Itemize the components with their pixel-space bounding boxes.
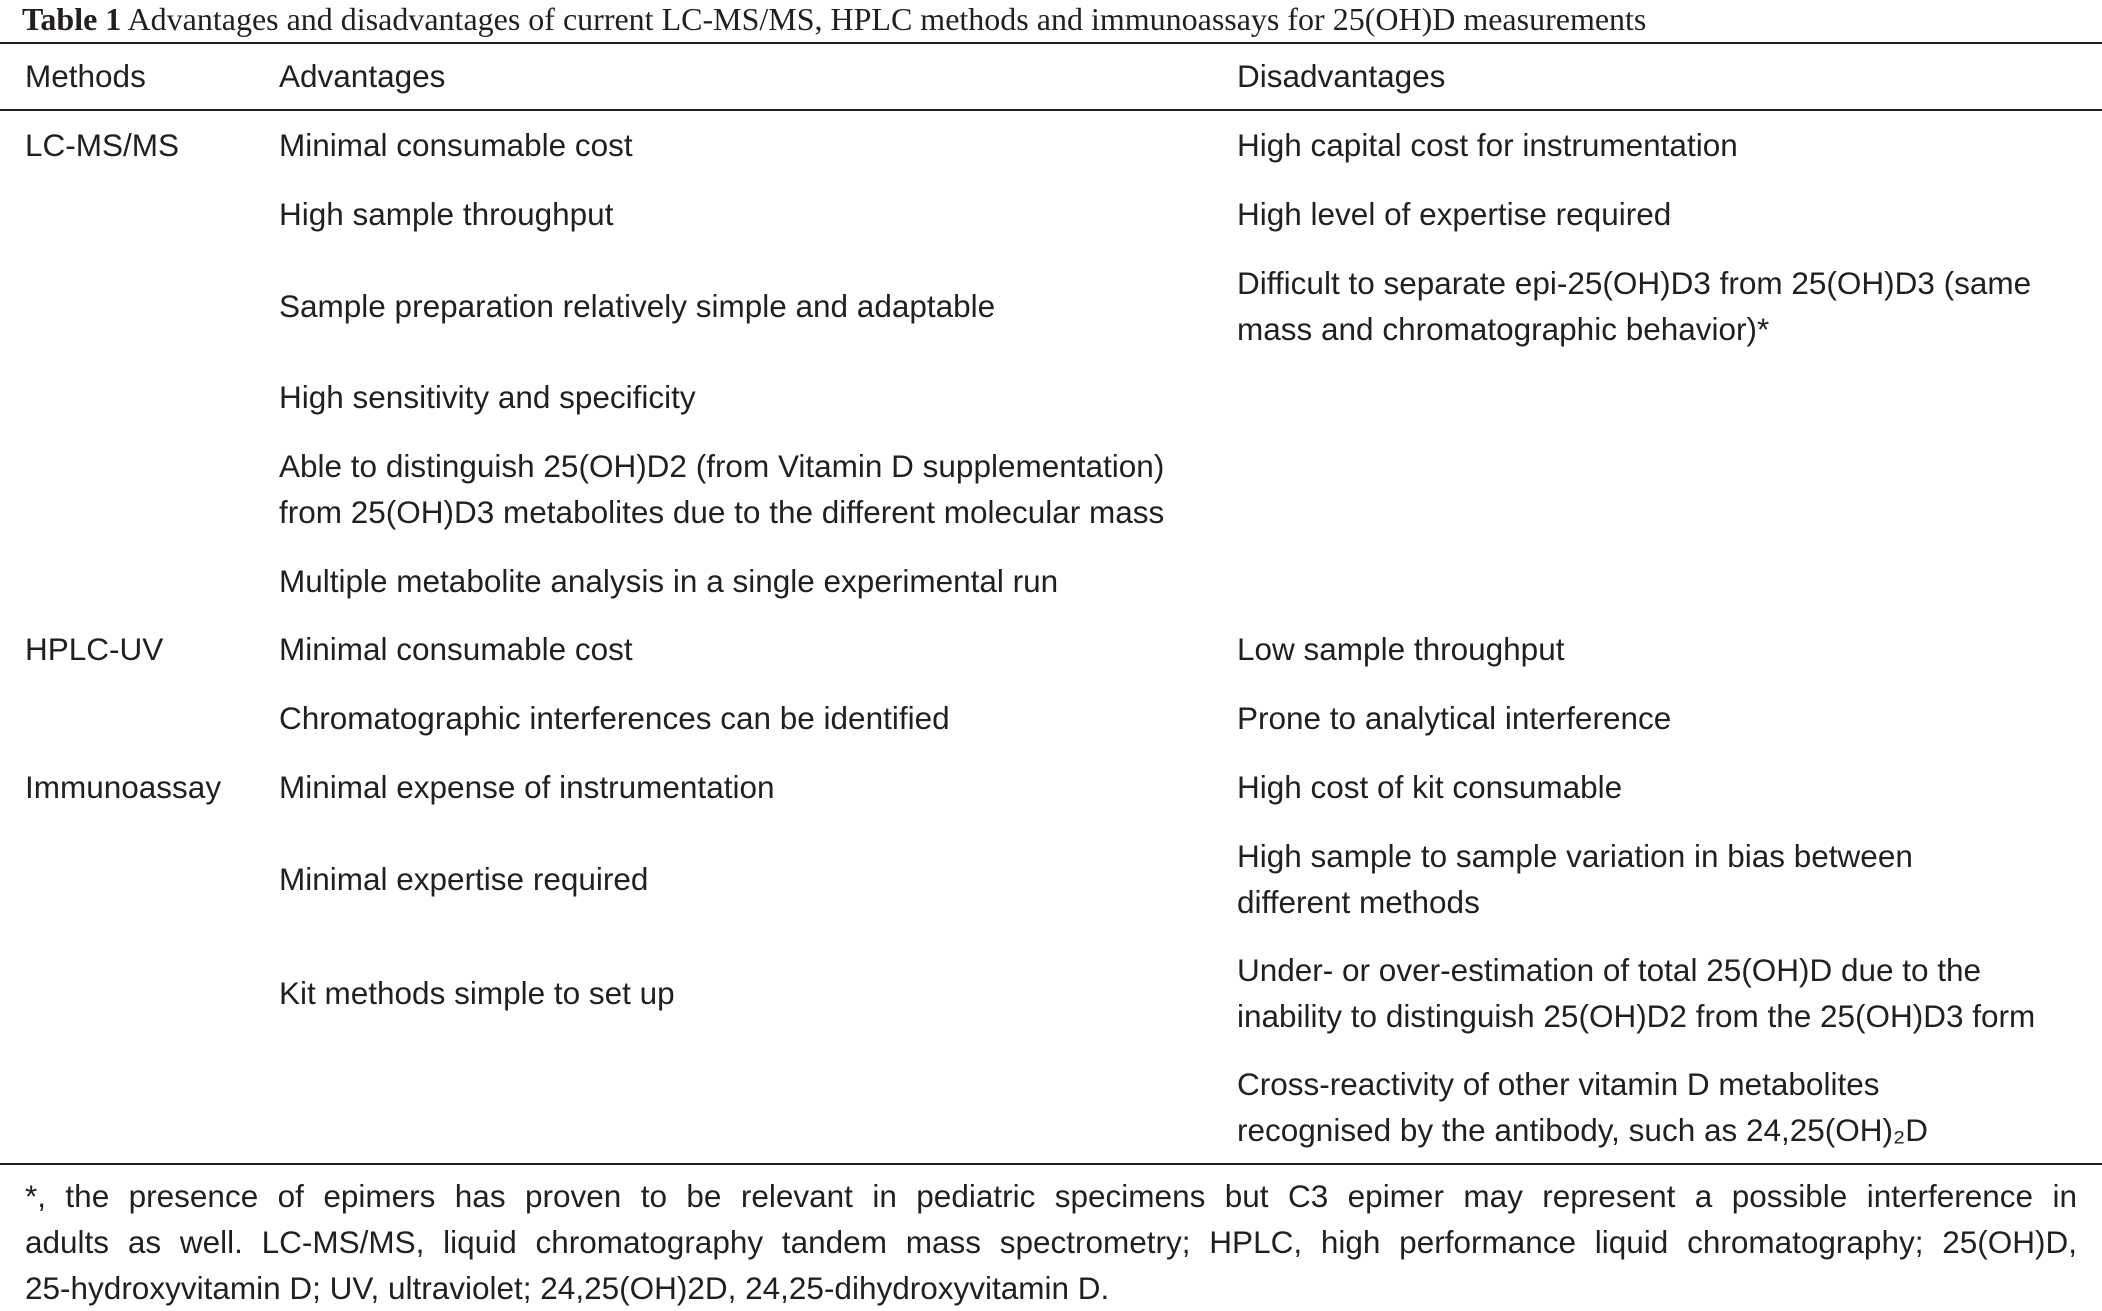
advantage-cell: Minimal consumable cost bbox=[279, 127, 633, 163]
table-caption bbox=[22, 2, 1646, 36]
header-rule bbox=[0, 109, 2102, 111]
disadvantage-cell: Difficult to separate epi-25(OH)D3 from 25(OH)D3 (same bbox=[1237, 265, 2032, 301]
disadvantage-cell: Low sample throughput bbox=[1237, 631, 1565, 667]
advantage-cell: High sample throughput bbox=[279, 196, 614, 232]
advantage-cell: Sample preparation relatively simple and adaptable bbox=[279, 288, 996, 324]
footnote-line: adults as well. LC-MS/MS, liquid chromatography tandem mass spectrometry; HPLC, high performance liquid chromatography; 25(OH)D, bbox=[25, 1224, 2077, 1260]
table-footnote bbox=[25, 1173, 2077, 1311]
method-lcmsms: LC-MS/MS bbox=[25, 127, 180, 163]
advantage-cell: Kit methods simple to set up bbox=[279, 975, 675, 1011]
disadvantage-cell: different methods bbox=[1237, 884, 1480, 920]
advantage-cell: from 25(OH)D3 metabolites due to the different molecular mass bbox=[279, 494, 1165, 530]
footnote-line: 25-hydroxyvitamin D; UV, ultraviolet; 24,25(OH)2D, 24,25-dihydroxyvitamin D. bbox=[25, 1270, 1110, 1306]
disadvantage-cell: inability to distinguish 25(OH)D2 from the 25(OH)D3 form bbox=[1237, 998, 2036, 1034]
advantage-cell: Multiple metabolite analysis in a single experimental run bbox=[279, 563, 1059, 599]
bottom-rule bbox=[0, 1163, 2102, 1165]
disadvantage-cell: Cross-reactivity of other vitamin D metabolites bbox=[1237, 1066, 1880, 1102]
disadvantage-cell: High sample to sample variation in bias between bbox=[1237, 838, 1913, 874]
table-label: Table 1 bbox=[22, 1, 122, 37]
advantage-cell: High sensitivity and specificity bbox=[279, 379, 696, 415]
disadvantage-cell: High level of expertise required bbox=[1237, 196, 1672, 232]
table-title: Advantages and disadvantages of current LC-MS/MS, HPLC methods and immunoassays for 25(OH)D measurements bbox=[127, 1, 1647, 37]
top-rule bbox=[0, 42, 2102, 44]
disadvantage-cell: High cost of kit consumable bbox=[1237, 769, 1623, 805]
footnote-line: *, the presence of epimers has proven to be relevant in pediatric specimens but C3 epimer may represent a possible interference in bbox=[25, 1178, 2077, 1214]
advantage-cell: Minimal expense of instrumentation bbox=[279, 769, 775, 805]
header-methods: Methods bbox=[25, 58, 146, 94]
advantage-cell: Able to distinguish 25(OH)D2 (from Vitamin D supplementation) bbox=[279, 448, 1165, 484]
advantage-cell: Minimal expertise required bbox=[279, 861, 649, 897]
method-hplcuv: HPLC-UV bbox=[25, 631, 164, 667]
header-advantages: Advantages bbox=[279, 58, 446, 94]
advantage-cell: Chromatographic interferences can be identified bbox=[279, 700, 950, 736]
disadvantage-cell: mass and chromatographic behavior)* bbox=[1237, 311, 1770, 347]
method-immunoassay: Immunoassay bbox=[25, 769, 222, 805]
disadvantage-cell: High capital cost for instrumentation bbox=[1237, 127, 1738, 163]
disadvantage-cell: Prone to analytical interference bbox=[1237, 700, 1672, 736]
header-disadvantages: Disadvantages bbox=[1237, 58, 1446, 94]
advantage-cell: Minimal consumable cost bbox=[279, 631, 633, 667]
disadvantage-cell: Under- or over-estimation of total 25(OH)D due to the bbox=[1237, 952, 1982, 988]
disadvantage-cell: recognised by the antibody, such as 24,25(OH)₂D bbox=[1237, 1112, 1929, 1148]
